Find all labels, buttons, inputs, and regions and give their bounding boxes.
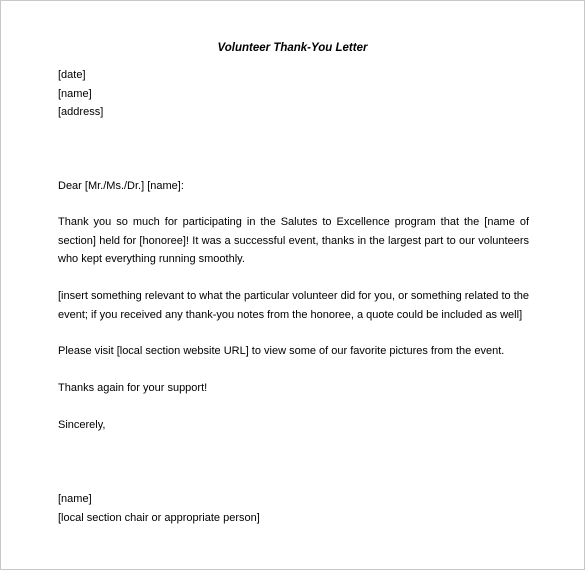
salutation: Dear [Mr./Ms./Dr.] [name]: bbox=[58, 180, 184, 192]
paragraph-thank-you: Thank you so much for participating in the Salutes to Excellence program that the [name of section] held for [honoree]! It was a successful event, thanks in the largest part to our volunteers who kept everything running smoothly. bbox=[58, 216, 529, 265]
signature-name: [name] bbox=[58, 493, 92, 505]
paragraph-website: Please visit [local section website URL] to view some of our favorite pictures from the event. bbox=[58, 345, 505, 357]
address-placeholder: [address] bbox=[58, 106, 104, 118]
letter-title: Volunteer Thank-You Letter bbox=[217, 42, 368, 54]
paragraph-volunteer-detail: [insert something relevant to what the particular volunteer did for you, or something related to the event; if you received any thank-you notes from the honoree, a quote could be included as well] bbox=[58, 290, 529, 321]
name-placeholder: [name] bbox=[58, 87, 92, 100]
signature-block bbox=[58, 490, 529, 527]
paragraph-thanks-again: Thanks again for your support! bbox=[58, 382, 208, 394]
date-placeholder: [date] bbox=[58, 69, 86, 81]
signature-title: [local section chair or appropriate person] bbox=[58, 511, 260, 524]
closing: Sincerely, bbox=[58, 419, 106, 431]
recipient-block bbox=[58, 66, 529, 122]
